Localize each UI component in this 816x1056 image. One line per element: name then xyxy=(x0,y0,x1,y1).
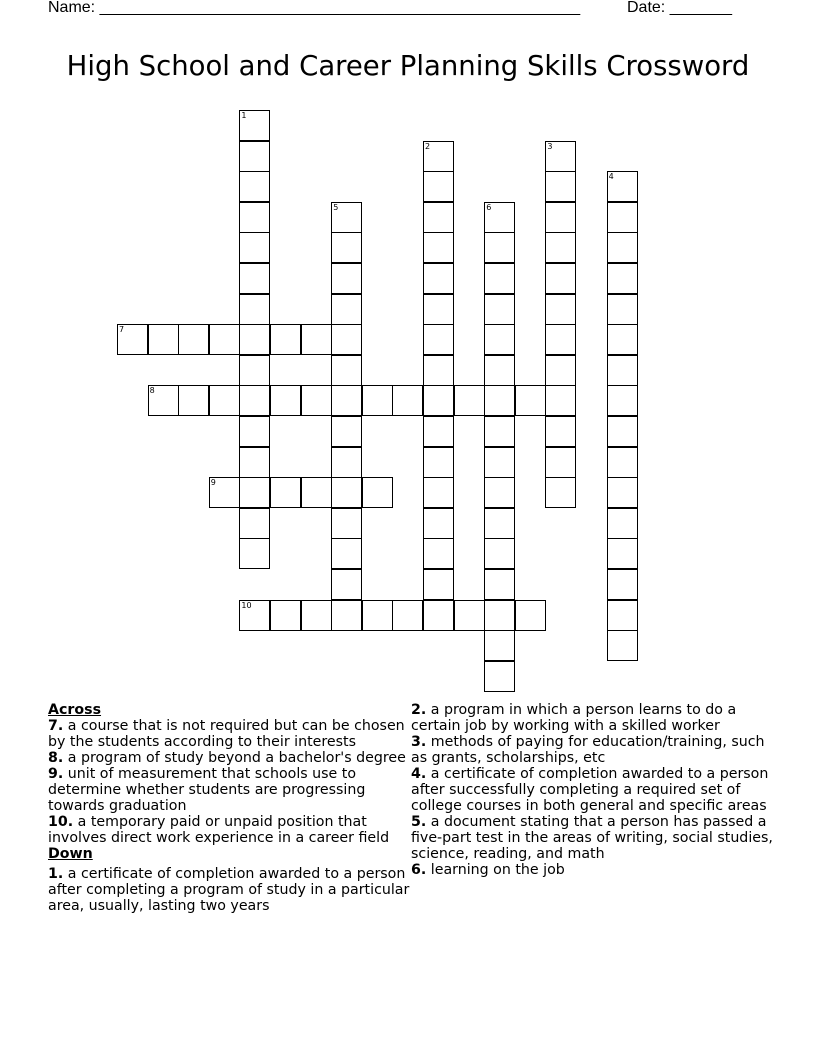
grid-cell[interactable] xyxy=(239,355,270,386)
grid-cell[interactable] xyxy=(423,263,454,294)
grid-cell[interactable] xyxy=(607,324,638,355)
grid-cell[interactable] xyxy=(148,385,179,416)
grid-cell[interactable] xyxy=(331,202,362,233)
grid-cell[interactable] xyxy=(484,508,515,539)
grid-cell[interactable] xyxy=(331,569,362,600)
grid-cell[interactable] xyxy=(484,355,515,386)
clue-number-label: 8. xyxy=(48,750,64,766)
grid-cell[interactable] xyxy=(239,263,270,294)
grid-cell[interactable] xyxy=(423,447,454,478)
clue-number: 10 xyxy=(241,600,252,610)
clue-item xyxy=(48,750,410,766)
grid-cell[interactable] xyxy=(178,385,209,416)
grid-cell[interactable] xyxy=(423,508,454,539)
grid-cell[interactable] xyxy=(484,569,515,600)
grid-cell[interactable] xyxy=(239,385,270,416)
page-title: High School and Career Planning Skills Crossword xyxy=(66,50,750,82)
clue-number: 3 xyxy=(547,141,553,151)
grid-cell[interactable] xyxy=(239,232,270,263)
clue-item xyxy=(411,814,773,862)
grid-cell[interactable] xyxy=(239,324,270,355)
clue-number-label: 4. xyxy=(411,766,427,782)
clue-text: a temporary paid or unpaid position that involves direct work experience in a career field xyxy=(48,814,390,846)
grid-cell[interactable] xyxy=(423,416,454,447)
clue-number-label: 1. xyxy=(48,866,64,882)
clue-number: 8 xyxy=(149,386,155,396)
grid-cell[interactable] xyxy=(607,569,638,600)
grid-cell[interactable] xyxy=(423,355,454,386)
grid-cell[interactable] xyxy=(607,538,638,569)
grid-cell[interactable] xyxy=(545,355,576,386)
grid-cell[interactable] xyxy=(239,416,270,447)
across-heading: Across xyxy=(48,702,102,718)
clue-item xyxy=(411,766,773,814)
grid-cell[interactable] xyxy=(362,600,393,631)
grid-cell[interactable] xyxy=(270,600,301,631)
grid-cell[interactable] xyxy=(301,324,332,355)
grid-cell[interactable] xyxy=(515,600,546,631)
clue-item xyxy=(411,862,773,878)
grid-cell[interactable] xyxy=(545,202,576,233)
grid-cell[interactable] xyxy=(607,477,638,508)
clue-text: learning on the job xyxy=(426,862,565,878)
grid-cell[interactable] xyxy=(239,171,270,202)
grid-cell[interactable] xyxy=(117,324,148,355)
grid-cell[interactable] xyxy=(239,538,270,569)
clue-number-label: 9. xyxy=(48,766,64,782)
grid-cell[interactable] xyxy=(484,416,515,447)
down-heading: Down xyxy=(48,846,93,862)
grid-cell[interactable] xyxy=(423,538,454,569)
grid-cell[interactable] xyxy=(148,324,179,355)
grid-cell[interactable] xyxy=(209,477,240,508)
clue-text: a program in which a person learns to do a certain job by working with a skilled worker xyxy=(411,702,737,734)
grid-cell[interactable] xyxy=(239,508,270,539)
clues-column-left xyxy=(48,702,410,914)
clue-number: 5 xyxy=(333,202,339,212)
grid-cell[interactable] xyxy=(301,477,332,508)
clue-number: 2 xyxy=(425,141,431,151)
grid-cell[interactable] xyxy=(607,263,638,294)
across-clue-list xyxy=(48,718,410,846)
clue-number-label: 10. xyxy=(48,814,74,830)
grid-cell[interactable] xyxy=(209,324,240,355)
grid-cell[interactable] xyxy=(239,141,270,172)
grid-cell[interactable] xyxy=(484,630,515,661)
grid-cell[interactable] xyxy=(239,600,270,631)
grid-cell[interactable] xyxy=(423,385,454,416)
grid-cell[interactable] xyxy=(607,600,638,631)
grid-cell[interactable] xyxy=(423,324,454,355)
grid-cell[interactable] xyxy=(362,477,393,508)
clue-text: a certificate of completion awarded to a person after completing a program of study in a particular area, usually, lasting two years xyxy=(48,866,410,914)
grid-cell[interactable] xyxy=(607,294,638,325)
grid-cell[interactable] xyxy=(301,385,332,416)
grid-cell[interactable] xyxy=(545,232,576,263)
grid-cell[interactable] xyxy=(239,294,270,325)
grid-cell[interactable] xyxy=(454,385,485,416)
grid-cell[interactable] xyxy=(423,202,454,233)
clue-number-label: 7. xyxy=(48,718,64,734)
clue-item xyxy=(48,866,410,914)
grid-cell[interactable] xyxy=(331,385,362,416)
grid-cell[interactable] xyxy=(484,263,515,294)
grid-cell[interactable] xyxy=(484,477,515,508)
clue-text: a program of study beyond a bachelor's degree xyxy=(63,750,406,766)
grid-cell[interactable] xyxy=(239,477,270,508)
grid-cell[interactable] xyxy=(454,600,485,631)
grid-cell[interactable] xyxy=(392,385,423,416)
grid-cell[interactable] xyxy=(545,294,576,325)
grid-cell[interactable] xyxy=(607,385,638,416)
grid-cell[interactable] xyxy=(423,477,454,508)
clue-number-label: 6. xyxy=(411,862,427,878)
grid-cell[interactable] xyxy=(331,477,362,508)
grid-cell[interactable] xyxy=(484,294,515,325)
clue-item xyxy=(411,702,773,734)
grid-cell[interactable] xyxy=(331,263,362,294)
grid-cell[interactable] xyxy=(362,385,393,416)
clues-column-right xyxy=(411,702,773,878)
grid-cell[interactable] xyxy=(239,447,270,478)
clue-text: a document stating that a person has passed a five-part test in the areas of writing, social studies, science, reading, and math xyxy=(411,814,773,862)
grid-cell[interactable] xyxy=(270,324,301,355)
grid-cell[interactable] xyxy=(607,355,638,386)
grid-cell[interactable] xyxy=(484,324,515,355)
grid-cell[interactable] xyxy=(331,538,362,569)
grid-cell[interactable] xyxy=(331,324,362,355)
grid-cell[interactable] xyxy=(607,171,638,202)
grid-cell[interactable] xyxy=(607,416,638,447)
grid-cell[interactable] xyxy=(423,294,454,325)
grid-cell[interactable] xyxy=(545,324,576,355)
grid-cell[interactable] xyxy=(545,171,576,202)
grid-cell[interactable] xyxy=(545,416,576,447)
clue-number: 7 xyxy=(119,325,125,335)
clue-text: a certificate of completion awarded to a person after successfully completing a required set of college courses in both general and specific areas xyxy=(411,766,769,814)
down-clue-list-continued xyxy=(411,702,773,878)
grid-cell[interactable] xyxy=(423,569,454,600)
grid-cell[interactable] xyxy=(545,263,576,294)
grid-cell[interactable] xyxy=(331,508,362,539)
date-field-line: Date: _______ xyxy=(627,0,732,16)
grid-cell[interactable] xyxy=(545,447,576,478)
clue-number-label: 5. xyxy=(411,814,427,830)
clue-number-label: 3. xyxy=(411,734,427,750)
grid-cell[interactable] xyxy=(392,600,423,631)
grid-cell[interactable] xyxy=(178,324,209,355)
clue-number: 9 xyxy=(210,478,216,488)
grid-cell[interactable] xyxy=(423,600,454,631)
clue-number: 6 xyxy=(486,202,492,212)
grid-cell[interactable] xyxy=(239,202,270,233)
down-clue-list xyxy=(48,866,410,914)
clue-item xyxy=(48,814,410,846)
grid-cell[interactable] xyxy=(270,477,301,508)
grid-cell[interactable] xyxy=(331,447,362,478)
grid-cell[interactable] xyxy=(607,630,638,661)
grid-cell[interactable] xyxy=(270,385,301,416)
grid-cell[interactable] xyxy=(607,508,638,539)
grid-cell[interactable] xyxy=(545,141,576,172)
clue-item xyxy=(411,734,773,766)
grid-cell[interactable] xyxy=(209,385,240,416)
grid-cell[interactable] xyxy=(484,232,515,263)
grid-cell[interactable] xyxy=(607,232,638,263)
grid-cell[interactable] xyxy=(331,600,362,631)
grid-cell[interactable] xyxy=(484,202,515,233)
grid-cell[interactable] xyxy=(331,355,362,386)
grid-cell[interactable] xyxy=(423,141,454,172)
grid-cell[interactable] xyxy=(515,385,546,416)
clue-text: methods of paying for education/training, such as grants, scholarships, etc xyxy=(411,734,765,766)
grid-cell[interactable] xyxy=(331,232,362,263)
clue-number: 1 xyxy=(241,111,247,120)
grid-cell[interactable] xyxy=(423,171,454,202)
clue-text: unit of measurement that schools use to determine whether students are progressing towards graduation xyxy=(48,766,366,814)
grid-cell[interactable] xyxy=(545,385,576,416)
grid-cell[interactable] xyxy=(331,294,362,325)
grid-cell[interactable] xyxy=(331,416,362,447)
grid-cell[interactable] xyxy=(484,600,515,631)
grid-cell[interactable] xyxy=(239,110,270,141)
grid-cell[interactable] xyxy=(607,202,638,233)
grid-cell[interactable] xyxy=(607,447,638,478)
grid-cell[interactable] xyxy=(484,385,515,416)
clue-item xyxy=(48,718,410,750)
grid-cell[interactable] xyxy=(484,538,515,569)
grid-cell[interactable] xyxy=(484,661,515,692)
name-field-line: Name: ______________________________________________________ xyxy=(48,0,581,16)
grid-cell[interactable] xyxy=(423,232,454,263)
grid-cell[interactable] xyxy=(545,477,576,508)
clue-text: a course that is not required but can be chosen by the students according to their interests xyxy=(48,718,405,750)
clue-item xyxy=(48,766,410,814)
grid-cell[interactable] xyxy=(484,447,515,478)
clue-number: 4 xyxy=(608,172,614,182)
grid-cell[interactable] xyxy=(301,600,332,631)
clue-number-label: 2. xyxy=(411,702,427,718)
